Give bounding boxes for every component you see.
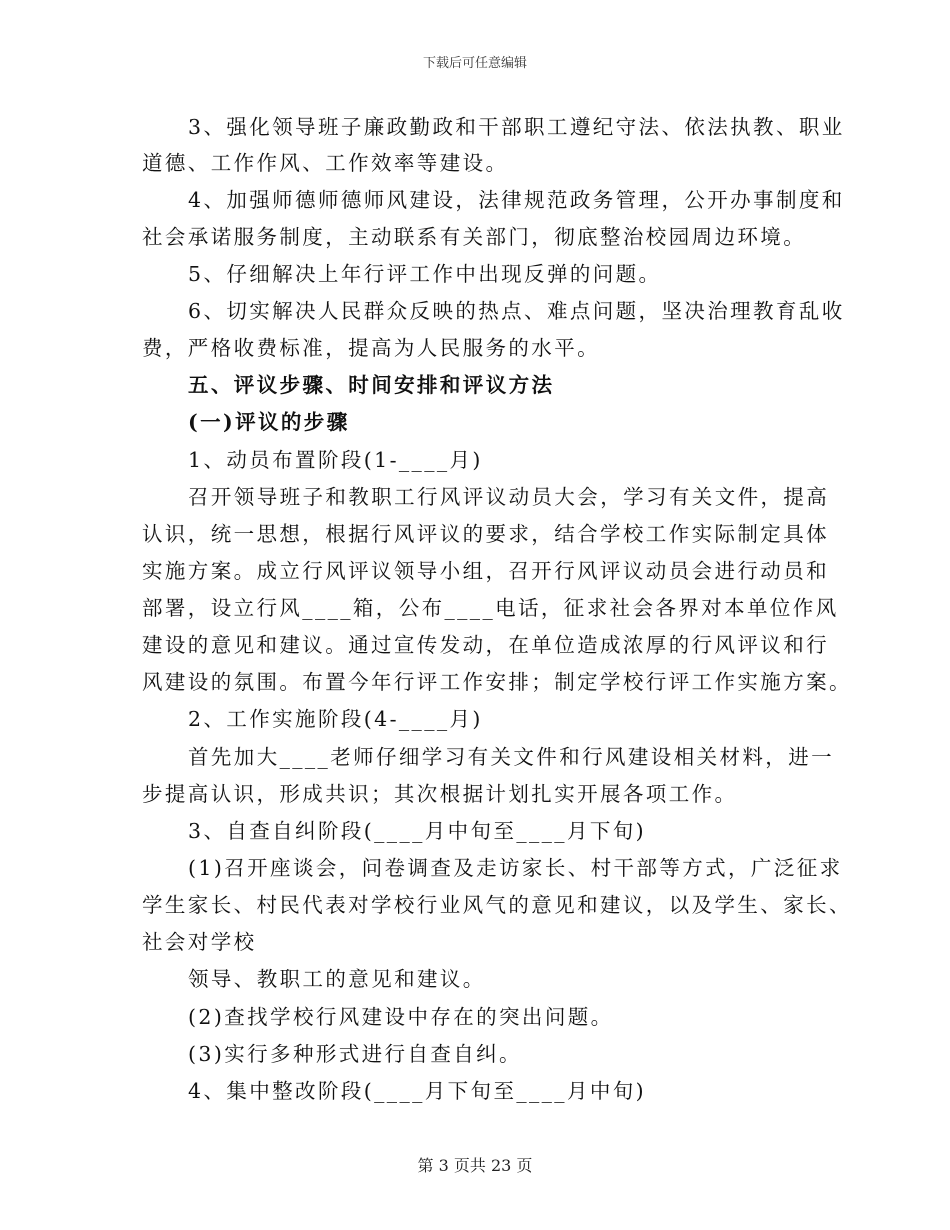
section-heading: 五、评议步骤、时间安排和评议方法 xyxy=(188,373,555,397)
text-line: 费，严格收费标准，提高为人民服务的水平。 xyxy=(142,336,600,360)
text-line: (2)查找学校行风建设中存在的突出问题。 xyxy=(188,1005,614,1029)
text-line: 道德、工作作风、工作效率等建设。 xyxy=(142,151,509,175)
text-line: 实施方案。成立行风评议领导小组，召开行风评议动员会进行动员和 xyxy=(142,559,829,583)
text-line: 3、自查自纠阶段(____月中旬至____月下旬) xyxy=(188,819,647,843)
text-line: 3、强化领导班子廉政勤政和干部职工遵纪守法、依法执教、职业 xyxy=(188,115,845,139)
subsection-heading: (一)评议的步骤 xyxy=(188,410,350,434)
text-line: 认识，统一思想，根据行风评议的要求，结合学校工作实际制定具体 xyxy=(142,522,829,546)
text-line: 风建设的氛围。布置今年行评工作安排；制定学校行评工作实施方案。 xyxy=(142,670,852,694)
text-line: 社会对学校 xyxy=(142,930,257,954)
text-line: 1、动员布置阶段(1-____月) xyxy=(188,448,483,472)
page-header: 下载后可任意编辑 xyxy=(422,56,527,71)
text-line: 首先加大____老师仔细学习有关文件和行风建设相关材料，进一 xyxy=(188,745,834,769)
text-line: (1)召开座谈会，问卷调查及走访家长、村干部等方式，广泛征求 xyxy=(188,856,843,880)
text-line: 步提高认识，形成共识；其次根据计划扎实开展各项工作。 xyxy=(142,782,738,806)
text-line: 学生家长、村民代表对学校行业风气的意见和建议，以及学生、家长、 xyxy=(142,893,852,917)
text-line: 4、集中整改阶段(____月下旬至____月中旬) xyxy=(188,1079,647,1103)
text-line: 6、切实解决人民群众反映的热点、难点问题，坚决治理教育乱收 xyxy=(188,299,845,323)
text-line: 2、工作实施阶段(4-____月) xyxy=(188,707,483,731)
text-line: 社会承诺服务制度，主动联系有关部门，彻底整治校园周边环境。 xyxy=(142,225,807,249)
text-line: 建设的意见和建议。通过宣传发动，在单位造成浓厚的行风评议和行 xyxy=(142,633,829,657)
text-line: (3)实行多种形式进行自查自纠。 xyxy=(188,1042,522,1066)
page-footer: 第 3 页共 23 页 xyxy=(417,1156,533,1175)
text-line: 4、加强师德师德师风建设，法律规范政务管理，公开办事制度和 xyxy=(188,188,845,212)
text-line: 召开领导班子和教职工行风评议动员大会，学习有关文件，提高 xyxy=(188,485,830,509)
text-line: 5、仔细解决上年行评工作中出现反弹的问题。 xyxy=(188,262,662,286)
text-line: 部署，设立行风____箱，公布____电话，征求社会各界对本单位作风 xyxy=(142,596,839,620)
text-line: 领导、教职工的意见和建议。 xyxy=(188,967,486,991)
